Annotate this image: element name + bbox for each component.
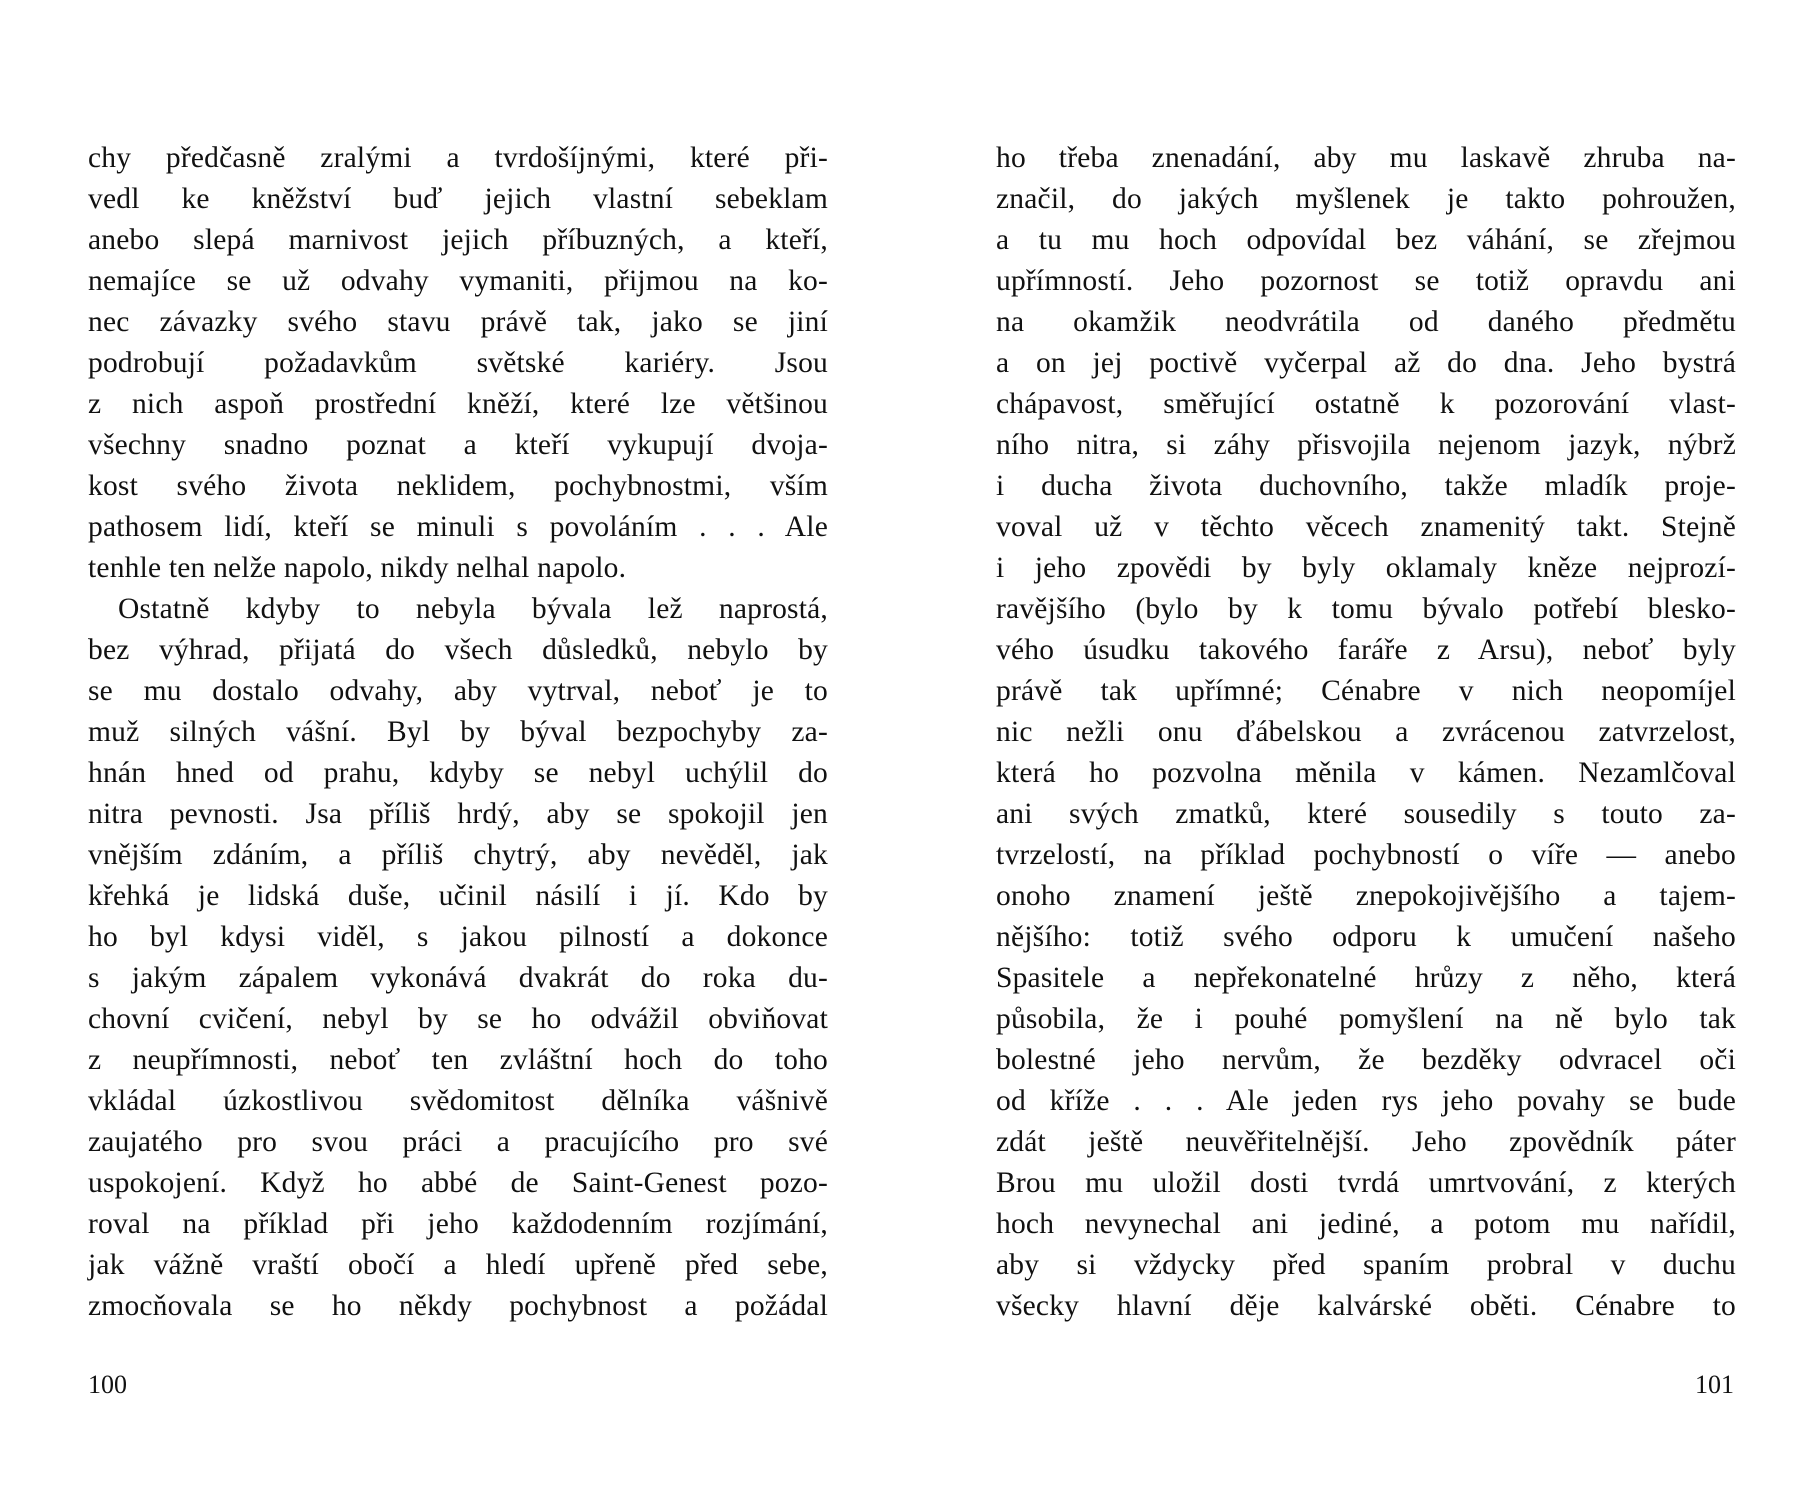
text-line: zmocňovala se ho někdy pochybnost a požádal	[88, 1290, 828, 1322]
text-line: Spasitele a nepřekonatelné hrůzy z něho, která	[996, 962, 1736, 994]
text-line: působila, že i pouhé pomyšlení na ně bylo tak	[996, 1003, 1736, 1035]
text-line: Brou mu uložil dosti tvrdá umrtvování, z kterých	[996, 1167, 1736, 1199]
text-line: jak vážně vraští obočí a hledí upřeně před sebe,	[88, 1249, 828, 1281]
text-line: ho třeba znenadání, aby mu laskavě zhruba na-	[996, 142, 1736, 174]
text-line: se mu dostalo odvahy, aby vytrval, neboť je to	[88, 675, 828, 707]
text-line: kost svého života neklidem, pochybnostmi, vším	[88, 470, 828, 502]
paragraph-first-line: Ostatně kdyby to nebyla bývala lež naprostá,	[118, 593, 828, 625]
right-page	[906, 0, 1812, 1500]
text-line: ního nitra, si záhy přisvojila nejenom jazyk, nýbrž	[996, 429, 1736, 461]
text-line: vedl ke kněžství buď jejich vlastní sebeklam	[88, 183, 828, 215]
text-line: a on jej poctivě vyčerpal až do dna. Jeho bystrá	[996, 347, 1736, 379]
text-line: nic nežli onu ďábelskou a zvrácenou zatvrzelost,	[996, 716, 1736, 748]
text-line: nemajíce se už odvahy vymaniti, přijmou na ko-	[88, 265, 828, 297]
left-page-text	[88, 138, 828, 1327]
page-number-right: 101	[1695, 1370, 1734, 1399]
text-line: voval už v těchto věcech znamenitý takt. Stejně	[996, 511, 1736, 543]
text-line: všecky hlavní děje kalvárské oběti. Cénabre to	[996, 1290, 1736, 1322]
text-line: pathosem lidí, kteří se minuli s povoláním . . . Ale	[88, 511, 828, 543]
text-line: i ducha života duchovního, takže mladík proje-	[996, 470, 1736, 502]
text-line: chápavost, směřující ostatně k pozorování vlast-	[996, 388, 1736, 420]
right-page-text	[996, 138, 1736, 1327]
text-line: aby si vždycky před spaním probral v duchu	[996, 1249, 1736, 1281]
text-line: ani svých zmatků, které sousedily s touto za-	[996, 798, 1736, 830]
text-line: chovní cvičení, nebyl by se ho odvážil obviňovat	[88, 1003, 828, 1035]
text-line: všechny snadno poznat a kteří vykupují dvoja-	[88, 429, 828, 461]
text-line: ravějšího (bylo by k tomu bývalo potřebí blesko-	[996, 593, 1736, 625]
text-line: uspokojení. Když ho abbé de Saint-Genest pozo-	[88, 1167, 828, 1199]
page-number-left: 100	[88, 1370, 127, 1399]
text-line: bolestné jeho nervům, že bezděky odvracel oči	[996, 1044, 1736, 1076]
text-line: z neupřímnosti, neboť ten zvláštní hoch do toho	[88, 1044, 828, 1076]
text-line: hnán hned od prahu, kdyby se nebyl uchýlil do	[88, 757, 828, 789]
text-line: tenhle ten nelže napolo, nikdy nelhal napolo.	[88, 552, 627, 584]
text-line: právě tak upřímné; Cénabre v nich neopomíjel	[996, 675, 1736, 707]
text-line: tvrzelostí, na příklad pochybností o víře — anebo	[996, 839, 1736, 871]
text-line: značil, do jakých myšlenek je takto pohroužen,	[996, 183, 1736, 215]
text-line: i jeho zpovědi by byly oklamaly kněze nejprozí-	[996, 552, 1736, 584]
text-line: anebo slepá marnivost jejich příbuzných, a kteří,	[88, 224, 828, 256]
text-line: zaujatého pro svou práci a pracujícího pro své	[88, 1126, 828, 1158]
text-line: nitra pevnosti. Jsa příliš hrdý, aby se spokojil jen	[88, 798, 828, 830]
text-line: nějšího: totiž svého odporu k umučení našeho	[996, 921, 1736, 953]
text-line: chy předčasně zralými a tvrdošíjnými, které při-	[88, 142, 828, 174]
text-line: nec závazky svého stavu právě tak, jako se jiní	[88, 306, 828, 338]
text-line: od kříže . . . Ale jeden rys jeho povahy se bude	[996, 1085, 1736, 1117]
text-line: z nich aspoň prostřední kněží, které lze většinou	[88, 388, 828, 420]
text-line: s jakým zápalem vykonává dvakrát do roka du-	[88, 962, 828, 994]
text-line: křehká je lidská duše, učinil násilí i jí. Kdo by	[88, 880, 828, 912]
text-line: upřímností. Jeho pozornost se totiž opravdu ani	[996, 265, 1736, 297]
text-line: a tu mu hoch odpovídal bez váhání, se zřejmou	[996, 224, 1736, 256]
text-line: vého úsudku takového faráře z Arsu), neboť byly	[996, 634, 1736, 666]
text-line: na okamžik neodvrátila od daného předmětu	[996, 306, 1736, 338]
text-line: která ho pozvolna měnila v kámen. Nezamlčoval	[996, 757, 1736, 789]
text-line: hoch nevynechal ani jediné, a potom mu nařídil,	[996, 1208, 1736, 1240]
text-line: ho byl kdysi viděl, s jakou pilností a dokonce	[88, 921, 828, 953]
text-line: vkládal úzkostlivou svědomitost dělníka vášnivě	[88, 1085, 828, 1117]
text-line: vnějším zdáním, a příliš chytrý, aby nevěděl, jak	[88, 839, 828, 871]
text-line: podrobují požadavkům světské kariéry. Jsou	[88, 347, 828, 379]
text-line: onoho znamení ještě znepokojivějšího a tajem-	[996, 880, 1736, 912]
text-line: muž silných vášní. Byl by býval bezpochyby za-	[88, 716, 828, 748]
text-line: zdát ještě neuvěřitelnější. Jeho zpovědník páter	[996, 1126, 1736, 1158]
text-line: roval na příklad při jeho každodenním rozjímání,	[88, 1208, 828, 1240]
text-line: bez výhrad, přijatá do všech důsledků, nebylo by	[88, 634, 828, 666]
